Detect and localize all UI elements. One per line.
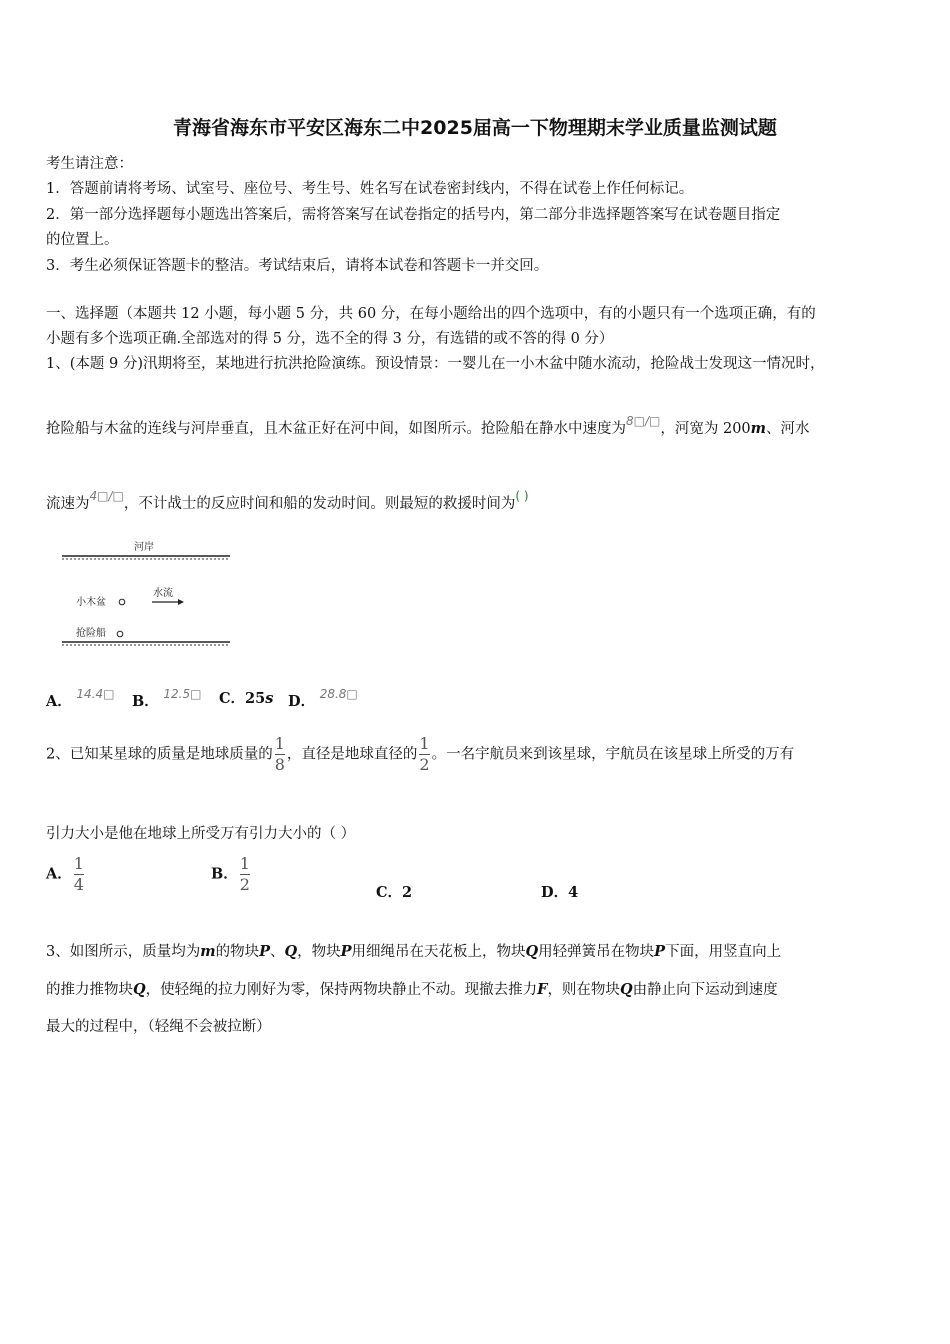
option-value: 12.5□	[163, 687, 202, 701]
q3-var-f: F	[537, 981, 548, 998]
q2-fraction-diameter: $\frac{1}{2}$	[419, 734, 430, 774]
q1-water-speed: 4□/□	[89, 489, 124, 503]
q2-text: ，直径是地球直径的	[286, 746, 418, 763]
q1-line3	[46, 489, 529, 513]
q1-option-a[interactable]	[46, 687, 114, 711]
q3-var-q: Q	[284, 943, 298, 960]
q3-line3: 最大的过程中，（轻绳不会被拉断）	[46, 1019, 271, 1035]
q1-text: ，不计战士的反应时间和船的发动时间。则最短的救援时间为	[123, 496, 516, 512]
boat-label: 抢险船	[76, 628, 106, 639]
q1-text: 流速为	[46, 496, 90, 512]
q3-text: 下面，用竖直向上	[665, 944, 782, 960]
option-label: B．	[211, 865, 238, 883]
option-value: 14.4□	[76, 687, 115, 701]
q3-text: ，则在物块	[547, 982, 620, 998]
q1-boat-speed: 8□/□	[626, 414, 661, 428]
q2-line1	[46, 736, 794, 773]
section-heading-line1: 一、选择题（本题共 12 小题，每小题 5 分，共 60 分，在每小题给出的四个选项中，有的小题只有一个选项正确，有的	[46, 306, 816, 322]
q2-text: 。一名宇航员来到该星球，宇航员在该星球上所受的万有	[431, 746, 795, 763]
q2-option-c[interactable]	[376, 881, 412, 902]
q1-option-b[interactable]	[132, 687, 201, 711]
q1-text: 抢险船与木盆的连线与河岸垂直，且木盆正好在河中间，如图所示。抢险船在静水中速度为	[46, 421, 626, 437]
q2-option-a[interactable]	[46, 856, 86, 893]
q3-var-q: Q	[525, 943, 539, 960]
q3-text: 3、如图所示，质量均为	[46, 944, 201, 960]
q3-var-q: Q	[619, 981, 633, 998]
q3-text: 用轻弹簧吊在物块	[538, 944, 655, 960]
river-figure	[60, 532, 240, 650]
q3-var-p: P	[259, 943, 270, 960]
q2-option-b[interactable]	[211, 856, 252, 893]
notice-heading: 考生请注意：	[46, 156, 133, 172]
q3-text: 用细绳吊在天花板上，物块	[351, 944, 526, 960]
notice-item-2-cont: 的位置上。	[46, 232, 119, 248]
basin-label: 小木盆	[76, 597, 106, 608]
boat-marker	[117, 631, 123, 637]
option-label: C．	[219, 690, 246, 707]
option-fraction: $\frac{1}{4}$	[73, 854, 84, 894]
section-heading-line2: 小题有多个选项正确.全部选对的得 5 分，选不全的得 3 分，有选错的或不答的得 0 分）	[46, 331, 614, 347]
bank-label: 河岸	[134, 542, 154, 553]
q1-option-d[interactable]	[288, 687, 358, 711]
notice-item-3: 3．考生必须保证答题卡的整洁。考试结束后，请将本试卷和答题卡一并交回。	[46, 258, 549, 274]
q1-text: ，河宽为 200	[660, 421, 751, 437]
q2-line2: 引力大小是他在地球上所受万有引力大小的（ ）	[46, 826, 356, 842]
page-title: 青海省海东市平安区海东二中2025届高一下物理期末学业质量监测试题	[173, 117, 777, 139]
option-value: 2	[402, 884, 413, 901]
q3-line2	[46, 978, 778, 999]
q1-line1: 1、(本题 9 分)汛期将至，某地进行抗洪抢险演练。预设情景：一婴儿在一小木盆中随水流动，抢险战士发现这一情况时，	[46, 356, 825, 372]
q2-fraction-mass: $\frac{1}{8}$	[274, 734, 285, 774]
q1-answer-blank: ( )	[515, 489, 529, 503]
option-label: A．	[46, 693, 72, 710]
option-label: D．	[541, 884, 569, 901]
option-label: D．	[288, 693, 316, 710]
q3-text: 、	[269, 944, 285, 960]
q3-text: 的推力推物块	[46, 982, 133, 998]
q3-text: ，使轻绳的拉力刚好为零，保持两物块静止不动。现撤去推力	[145, 982, 538, 998]
q3-var-p: P	[340, 943, 352, 960]
q3-line1	[46, 940, 781, 961]
q3-var-p: P	[654, 943, 666, 960]
q2-option-d[interactable]	[541, 881, 578, 902]
option-value: 28.8□	[319, 687, 358, 701]
q1-line2	[46, 414, 810, 438]
option-value: 25	[245, 690, 266, 707]
flow-label: 水流	[153, 588, 173, 599]
notice-item-2: 2．第一部分选择题每小题选出答案后，需将答案写在试卷指定的括号内，第二部分非选择题答案写在试卷题目指定	[46, 207, 781, 223]
q1-text: 、河水	[766, 421, 810, 437]
option-label: A．	[46, 865, 72, 883]
option-fraction: $\frac{1}{2}$	[239, 854, 250, 894]
flow-arrow-head	[178, 599, 184, 605]
q1-unit-m: m	[750, 420, 766, 437]
q2-text: 2、已知某星球的质量是地球质量的	[46, 746, 273, 763]
q3-text: ，物块	[297, 944, 341, 960]
q3-var-m: m	[200, 943, 216, 960]
option-value: 4	[568, 884, 579, 901]
option-unit: s	[265, 690, 274, 707]
option-label: B．	[132, 693, 159, 710]
option-label: C．	[376, 884, 403, 901]
q1-option-c[interactable]	[219, 687, 273, 708]
basin-marker	[119, 599, 125, 605]
q3-text: 的物块	[215, 944, 260, 960]
notice-item-1: 1．答题前请将考场、试室号、座位号、考生号、姓名写在试卷密封线内，不得在试卷上作任何标记。	[46, 181, 694, 197]
q3-var-q: Q	[133, 981, 146, 998]
q3-text: 由静止向下运动到速度	[632, 982, 778, 998]
